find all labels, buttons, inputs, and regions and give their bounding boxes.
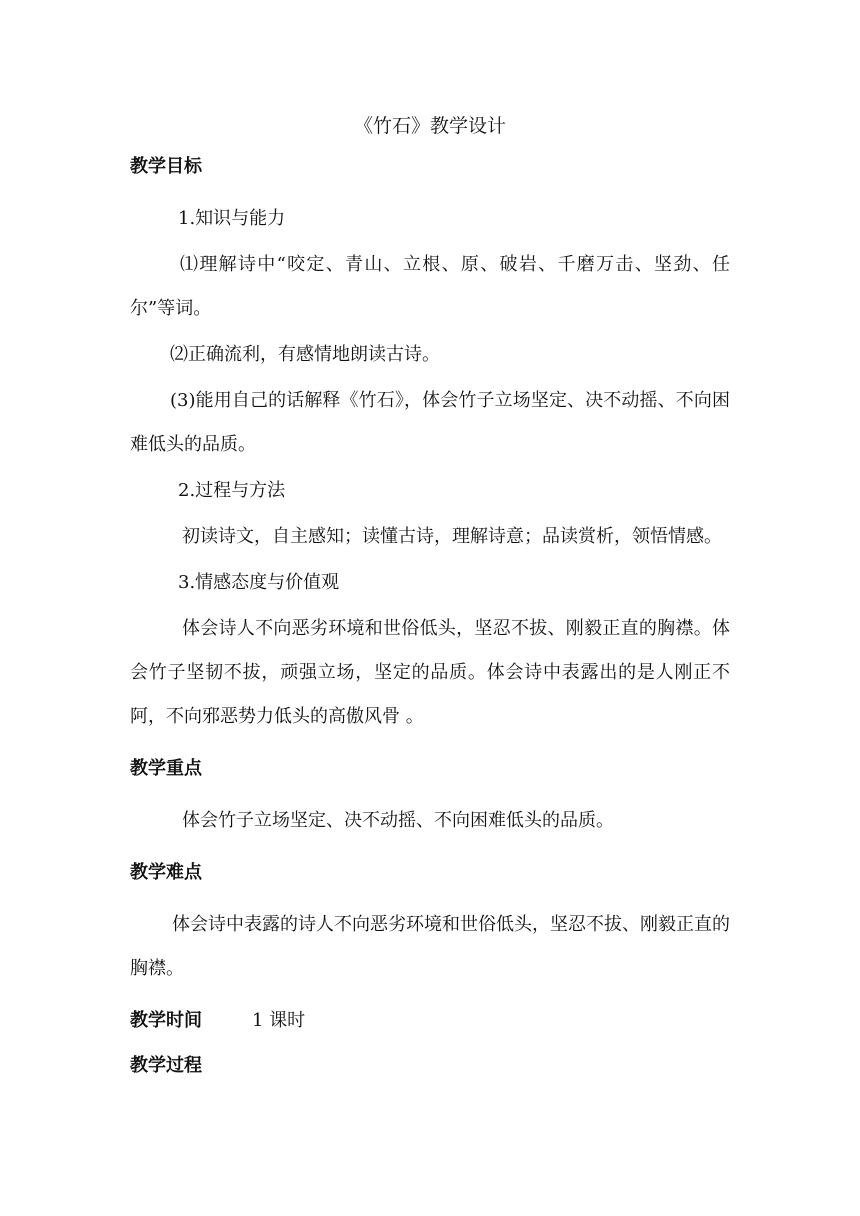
knowledge-item-3: (3)能用自己的话解释《竹石》，体会竹子立场坚定、决不动摇、不向困难低头的品质。	[130, 390, 730, 455]
subheading-knowledge: 1.知识与能力	[178, 208, 286, 229]
emotion-text: 体会诗人不向恶劣环境和世俗低头，坚忍不拔、刚毅正直的胸襟。体会竹子坚韧不拔，顽强立场，坚定的品质。体会诗中表露出的是人刚正不阿，不向邪恶势力低头的高傲风骨 。	[130, 618, 730, 727]
document-title: 《竹石》教学设计	[353, 115, 506, 137]
section-heading-key-points: 教学重点	[130, 758, 202, 779]
time-row	[130, 1006, 730, 1036]
process-text: 初读诗文，自主感知；读懂古诗，理解诗意；品读赏析，领悟情感。	[182, 526, 722, 547]
key-points-text: 体会竹子立场坚定、决不动摇、不向困难低头的品质。	[182, 810, 614, 831]
difficulties-text: 体会诗中表露的诗人不向恶劣环境和世俗低头，坚忍不拔、刚毅正直的胸襟。	[130, 914, 730, 979]
section-heading-objectives: 教学目标	[130, 156, 202, 177]
document-content	[130, 111, 730, 1096]
time-value: 1 课时	[252, 1010, 306, 1031]
knowledge-item-2: ⑵正确流利，有感情地朗读古诗。	[170, 344, 440, 365]
section-heading-difficulties: 教学难点	[130, 862, 202, 883]
subheading-emotion: 3.情感态度与价值观	[178, 572, 340, 593]
section-heading-process: 教学过程	[130, 1055, 202, 1076]
knowledge-item-1: ⑴理解诗中“咬定、青山、立根、原、破岩、千磨万击、坚劲、任尔”等词。	[130, 254, 730, 319]
section-heading-time: 教学时间	[130, 1010, 202, 1031]
subheading-process: 2.过程与方法	[178, 480, 286, 501]
